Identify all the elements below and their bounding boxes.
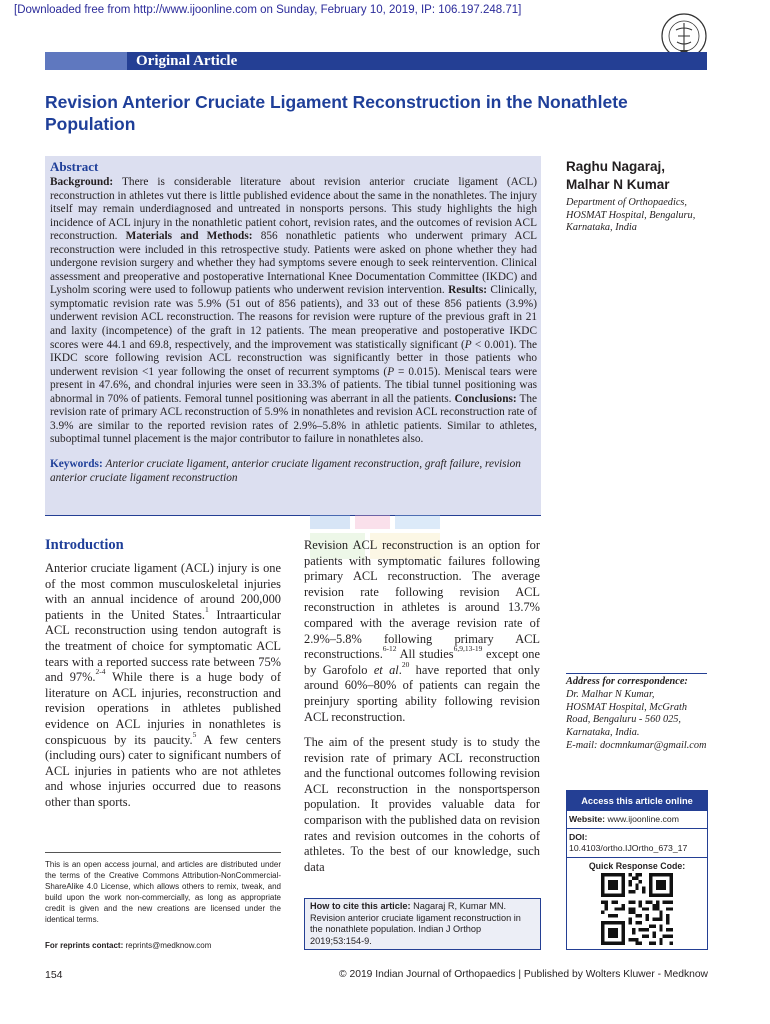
correspondence-address-3: Karnataka, India. bbox=[566, 727, 640, 739]
background-text: There is considerable literature about revision anterior cruciate ligament (ACL) reconstruction in athletes vut there is little published evidence about the same in the nonathletes. The injury itself may remain underdiagnosed and untreated in nonsports persons. This study highlights the high incidence of ACL injury in the nonathletic patient cohort, revision rates, and the outcomes of revision ACL reconstruction. bbox=[50, 176, 538, 243]
footnote-rule bbox=[45, 852, 281, 853]
background-label: Background: bbox=[50, 176, 114, 188]
author-line-2: Malhar N Kumar bbox=[566, 177, 670, 192]
keywords-text: Anterior cruciate ligament, anterior cruciate ligament reconstruction, graft failure, revision anterior cruciate ligament reconstruction bbox=[50, 457, 521, 484]
page-number: 154 bbox=[45, 969, 63, 981]
watermark-strip bbox=[310, 515, 440, 529]
intro-c2-s3: except one by Garofolo bbox=[304, 647, 541, 677]
ref-sup: 1 bbox=[205, 604, 209, 614]
affiliation: Department of Orthopaedics, HOSMAT Hospital, Bengaluru, Karnataka, India bbox=[566, 197, 696, 234]
intro-c2-etal: et al bbox=[373, 662, 399, 677]
introduction-heading: Introduction bbox=[45, 537, 124, 553]
correspondence-heading: Address for correspondence: bbox=[566, 676, 688, 687]
results-p-value-2: P bbox=[387, 365, 395, 378]
correspondence-address-1: HOSMAT Hospital, McGrath bbox=[566, 701, 687, 713]
intro-column-2-para-2: The aim of the present study is to study the revision rate of primary ACL reconstruction and the functional outcomes following revision ACL reconstruction in the nonsportsperson population. It provides valuable data for comparison with the published data on revision rates and revision outcomes in the cohorts of athletes. To the best of our knowledge, such data bbox=[304, 735, 540, 874]
methods-label: Materials and Methods: bbox=[125, 230, 253, 243]
article-title: Revision Anterior Cruciate Ligament Reconstruction in the Nonathlete Population bbox=[45, 92, 628, 134]
intro-c2-s5: . bbox=[398, 662, 402, 677]
citation-box bbox=[304, 898, 541, 950]
ref-sup: 6-12 bbox=[382, 644, 397, 654]
access-website-row bbox=[567, 811, 707, 829]
keywords bbox=[50, 458, 537, 485]
author-block bbox=[566, 158, 706, 194]
correspondence-rule bbox=[566, 673, 707, 674]
intro-c1-s1: Anterior cruciate ligament (ACL) injury is one of the most common musculoskeletal injuries with an annual incidence of around 200,000 patients in the United States. bbox=[45, 561, 281, 622]
access-heading: Access this article online bbox=[567, 791, 707, 811]
methods-text: 856 nonathletic patients who underwent primary ACL reconstruction were included in this retrospective study. Patients were asked on phone whether they had undergone revision surgery and whether they had symptoms severe enough to seek reintervention. Clinical assessment and preoperative and postoperative International Knee Documentation Committee (IKDC) and Lysholm scoring were used to followup patients who underwent revision intervention. bbox=[50, 230, 538, 297]
website-link[interactable]: www.ijoonline.com bbox=[607, 814, 679, 824]
intro-column-2-para-1 bbox=[304, 538, 540, 725]
results-text-1: Clinically, symptomatic revision rate was 5.9% (51 out of 856 patients), and 33 out of these 856 patients (3.9%) underwent revision ACL reconstruction. The reasons for revision were rupture of the previous graft in 21 and laxity (incompetence) of the graft in 12 patients. The mean preoperative and postoperative IKDC scores were 44.1 and 69.8, respectively, and the improvement was statistically significant ( bbox=[50, 284, 537, 351]
article-type-tab bbox=[45, 52, 127, 70]
doi-value[interactable]: 10.4103/ortho.IJOrtho_673_17 bbox=[569, 843, 688, 853]
abstract-rule bbox=[45, 515, 541, 516]
conclusions-text: The revision rate of primary ACL reconstruction of 5.9% in nonathletes and revision ACL reconstruction rate of 3.9% are similar to the reported revision rates of 2.9%–5.8% in athletic patients. Similar to athletes, suboptimal tunnel placement is the major contributor to failure in nonathletes also. bbox=[50, 392, 538, 446]
intro-c2-s6: have reported that only around 60%–80% of patients can regain the preinjury sporting ability following revision ACL reconstruction. bbox=[304, 662, 540, 724]
conclusions-label: Conclusions: bbox=[454, 392, 517, 405]
correspondence-email[interactable]: E-mail: docmnkumar@gmail.com bbox=[566, 739, 707, 751]
qr-code-icon[interactable] bbox=[601, 873, 673, 945]
intro-c2-s1: Revision ACL reconstruction is an option for patients with symptomatic failures following primary ACL reconstruction. The average revision rate following revision ACL reconstruction in athletes is around 13.7% compared with the average revision rate of 2.9%–5.8% following primary ACL reconstructions. bbox=[304, 538, 540, 662]
intro-c1-s2: Intraarticular ACL reconstruction using tendon autograft is the treatment of choice for symptomatic ACL tears with a reported success rate between 75% and 97%. bbox=[45, 607, 281, 685]
copyright-line: © 2019 Indian Journal of Orthopaedics | Published by Wolters Kluwer - Medknow bbox=[339, 969, 708, 980]
citation-body: Nagaraj R, Kumar MN. Revision anterior cruciate ligament reconstruction in the nonathlete population. Indian J Orthop 2019;53:154-9. bbox=[310, 901, 521, 946]
abstract-body bbox=[50, 176, 537, 447]
license-text: This is an open access journal, and articles are distributed under the terms of the Creative Commons Attribution-NonCommercial-ShareAlike 4.0 License, which allows others to remix, tweak, and build upon the work non-commercially, as long as appropriate credit is given and the new creations are licensed under the identical terms. bbox=[45, 860, 281, 924]
download-banner: [Downloaded free from http://www.ijoonline.com on Sunday, February 10, 2019, IP: 106.197.248.71] bbox=[14, 4, 522, 16]
keywords-label: Keywords: bbox=[50, 457, 103, 470]
intro-c2-s2: All studies bbox=[396, 647, 454, 662]
intro-column-1 bbox=[45, 561, 281, 811]
author-line-1: Raghu Nagaraj, bbox=[566, 159, 666, 174]
correspondence-name: Dr. Malhar N Kumar, bbox=[566, 688, 655, 700]
website-label: Website: bbox=[569, 814, 606, 824]
ref-sup: 2-4 bbox=[95, 667, 106, 677]
results-label: Results: bbox=[448, 284, 487, 297]
correspondence-address-2: Road, Bengaluru - 560 025, bbox=[566, 714, 681, 726]
results-text-3: = 0.015). Meniscal tears were present in 47.6%, and chondral injuries were seen in 33.3% of patients. The tibial tunnel positioning was abnormal in 70% of patients. Femoral tunnel positioning was aberrant in all the patients. bbox=[50, 365, 537, 405]
correspondence-block bbox=[566, 676, 708, 753]
results-p-value-1: P bbox=[464, 338, 472, 351]
intro-c1-s3: While there is a huge body of literature on ACL injuries, reconstruction and revision operations in athletes published evidence on ACL injuries in nonathletes is conspicuous by its paucity. bbox=[45, 670, 281, 747]
reprints-label: For reprints contact: bbox=[45, 941, 124, 950]
doi-label: DOI: bbox=[569, 832, 588, 842]
article-type-label: Original Article bbox=[136, 53, 238, 69]
access-doi-row bbox=[567, 829, 707, 858]
access-online-box bbox=[566, 790, 708, 950]
reprints-email: reprints@medknow.com bbox=[125, 941, 212, 950]
abstract-heading: Abstract bbox=[50, 159, 99, 174]
ref-sup: 5 bbox=[192, 729, 197, 739]
ref-sup: 6,9,13-19 bbox=[453, 644, 483, 654]
citation-label: How to cite this article: bbox=[310, 901, 411, 911]
results-text-2: < 0.001). The IKDC score following revision ACL reconstruction was significantly better in those patients who underwent revision <1 year following the onset of recurrent symptoms ( bbox=[50, 338, 537, 378]
intro-c1-s4: A few centers (including ours) cater to significant numbers of ACL injuries in patients who are not athletes and whose injuries occurred due to reasons other than sports. bbox=[45, 732, 281, 809]
ref-sup: 20 bbox=[401, 659, 410, 669]
abstract-box bbox=[45, 156, 541, 516]
citation-text bbox=[310, 901, 535, 947]
reprints-contact bbox=[45, 941, 211, 950]
qr-label: Quick Response Code: bbox=[588, 861, 686, 871]
